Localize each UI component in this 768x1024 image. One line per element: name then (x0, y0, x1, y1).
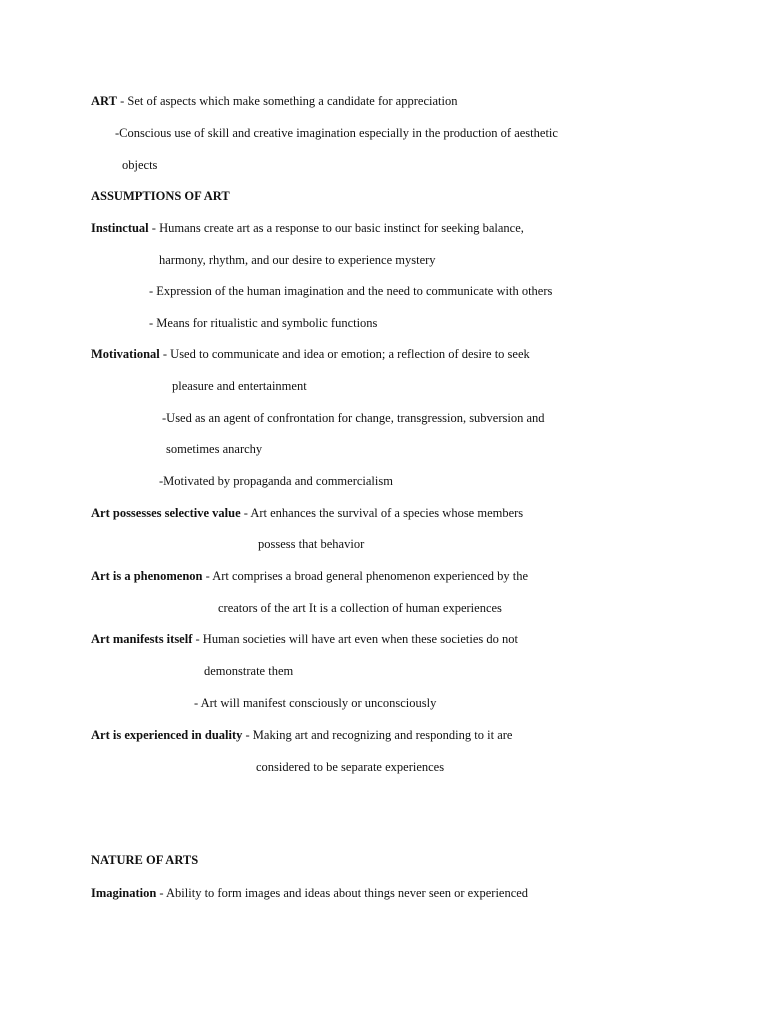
duality-line-2 (256, 759, 444, 775)
term-motivational: Motivational (91, 347, 160, 361)
term-manifests: Art manifests itself (91, 632, 193, 646)
instinctual-definition-1: - Humans create art as a response to our basic instinct for seeking balance, (148, 221, 524, 235)
motivational-definition-2-continued: sometimes anarchy (166, 442, 263, 456)
instinctual-line-2 (159, 252, 436, 268)
nature-heading: NATURE OF ARTS (91, 853, 199, 867)
term-imagination: Imagination (91, 886, 157, 900)
duality-line-1 (91, 727, 512, 743)
motivational-definition-3: -Motivated by propaganda and commercialism (159, 474, 393, 488)
motivational-line-3 (162, 410, 545, 426)
motivational-line-4 (166, 441, 262, 457)
instinctual-definition-3: - Means for ritualistic and symbolic functions (149, 316, 378, 330)
term-selective-value: Art possesses selective value (91, 506, 241, 520)
motivational-line-5 (159, 473, 393, 489)
term-duality: Art is experienced in duality (91, 728, 243, 742)
selective-value-line-2 (258, 536, 364, 552)
instinctual-definition-1-continued: harmony, rhythm, and our desire to experience mystery (159, 253, 436, 267)
phenomenon-line-2 (218, 600, 502, 616)
motivational-line-1 (91, 346, 530, 362)
art-definition-2: -Conscious use of skill and creative imagination especially in the production of aesthetic (115, 126, 558, 140)
instinctual-line-3 (149, 283, 552, 299)
manifests-line-3 (194, 695, 436, 711)
art-definition-line-2 (115, 125, 558, 141)
instinctual-definition-2: - Expression of the human imagination and the need to communicate with others (149, 284, 553, 298)
instinctual-line-1 (91, 220, 524, 236)
manifests-line-2 (204, 663, 293, 679)
phenomenon-definition-1: - Art comprises a broad general phenomenon experienced by the (202, 569, 529, 583)
motivational-definition-2: -Used as an agent of confrontation for change, transgression, subversion and (162, 411, 545, 425)
term-art: ART (91, 94, 117, 108)
duality-definition-1-continued: considered to be separate experiences (256, 760, 445, 774)
selective-value-line-1 (91, 505, 523, 521)
manifests-definition-1-continued: demonstrate them (204, 664, 294, 678)
imagination-line-1 (91, 885, 528, 901)
art-definition-2-continued: objects (122, 158, 158, 172)
duality-definition-1: - Making art and recognizing and responding to it are (242, 728, 513, 742)
art-definition-line-3 (122, 157, 157, 173)
manifests-definition-2: - Art will manifest consciously or unconsciously (194, 696, 437, 710)
phenomenon-line-1 (91, 568, 528, 584)
art-definition-line-1 (91, 93, 457, 109)
phenomenon-definition-1-continued: creators of the art It is a collection of human experiences (218, 601, 502, 615)
selective-value-definition-1: - Art enhances the survival of a species whose members (240, 506, 524, 520)
manifests-definition-1: - Human societies will have art even when these societies do not (192, 632, 518, 646)
selective-value-definition-1-continued: possess that behavior (258, 537, 365, 551)
motivational-line-2 (172, 378, 307, 394)
imagination-definition-1: - Ability to form images and ideas about things never seen or experienced (156, 886, 529, 900)
assumptions-heading: ASSUMPTIONS OF ART (91, 189, 230, 203)
art-definition-1: - Set of aspects which make something a candidate for appreciation (116, 94, 458, 108)
manifests-line-1 (91, 631, 518, 647)
term-instinctual: Instinctual (91, 221, 149, 235)
instinctual-line-4 (149, 315, 377, 331)
term-phenomenon: Art is a phenomenon (91, 569, 203, 583)
motivational-definition-1-continued: pleasure and entertainment (172, 379, 307, 393)
motivational-definition-1: - Used to communicate and idea or emotion; a reflection of desire to seek (159, 347, 530, 361)
